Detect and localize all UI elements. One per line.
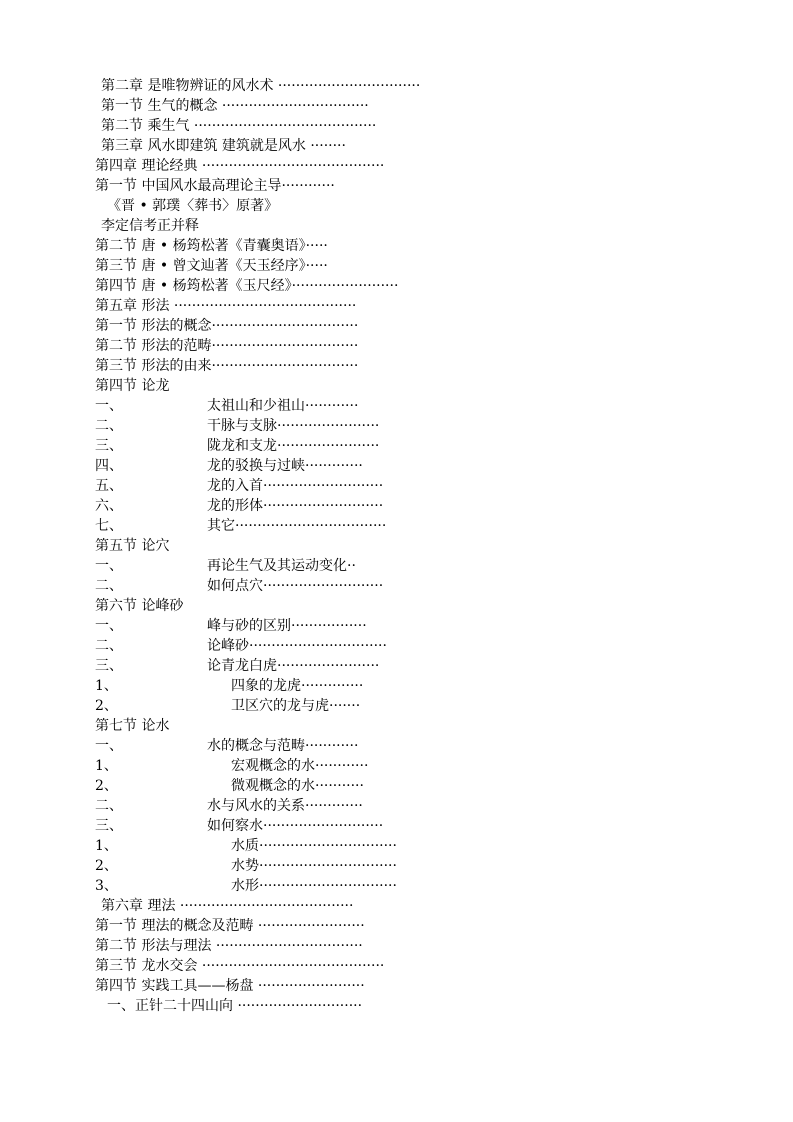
toc-entry xyxy=(0,516,793,536)
toc-entry-text: 如何点穴··························· xyxy=(207,578,384,594)
toc-entry-text: 第二节 唐 • 杨筠松著《青囊奥语》····· xyxy=(95,238,328,254)
toc-entry xyxy=(0,216,793,236)
toc-entry xyxy=(0,336,793,356)
toc-entry-text: 水与风水的关系············· xyxy=(207,798,363,814)
toc-entry xyxy=(0,396,793,416)
toc-entry-text: 龙的形体··························· xyxy=(207,498,384,514)
toc-entry xyxy=(0,436,793,456)
toc-entry-text: 第七节 论水 xyxy=(95,718,170,734)
toc-entry-text: 水质······························· xyxy=(231,838,397,854)
toc-entry xyxy=(0,416,793,436)
toc-entry xyxy=(0,776,793,796)
toc-entry-text: 第四章 理论经典 ········································· xyxy=(95,158,385,174)
toc-entry-number: 1、 xyxy=(95,838,118,854)
toc-entry-text: 水的概念与范畴············ xyxy=(207,738,359,754)
toc-entry-text: 第五节 论穴 xyxy=(95,538,170,554)
toc-entry xyxy=(0,676,793,696)
toc-entry xyxy=(0,276,793,296)
toc-entry-number: 3、 xyxy=(95,878,118,894)
toc-entry-text: 第三章 风水即建筑 建筑就是风水 ········ xyxy=(101,138,346,154)
toc-entry-text: 第一节 理法的概念及范畴 ························ xyxy=(95,918,365,934)
toc-entry-text: 太祖山和少祖山············ xyxy=(207,398,359,414)
toc-entry-number: 七、 xyxy=(95,518,123,534)
toc-entry xyxy=(0,176,793,196)
toc-entry xyxy=(0,956,793,976)
toc-entry xyxy=(0,76,793,96)
toc-entry xyxy=(0,896,793,916)
toc-entry-number: 1、 xyxy=(95,678,118,694)
toc-entry-text: 四象的龙虎·············· xyxy=(231,678,364,694)
toc-entry-number: 一、 xyxy=(95,398,123,414)
toc-entry-text: 龙的驳换与过峡············· xyxy=(207,458,363,474)
toc-entry-text: 李定信考正并释 xyxy=(101,218,199,234)
toc-entry-number: 二、 xyxy=(95,798,123,814)
toc-entry xyxy=(0,156,793,176)
toc-entry-text: 第四节 实践工具——杨盘 ························ xyxy=(95,978,365,994)
toc-entry-number: 三、 xyxy=(95,658,123,674)
toc-entry-text: 第五章 形法 ········································· xyxy=(95,298,357,314)
toc-entry-number: 2、 xyxy=(95,698,118,714)
toc-entry-text: 水势······························· xyxy=(231,858,397,874)
toc-entry xyxy=(0,836,793,856)
toc-entry-text: 论青龙白虎······················· xyxy=(207,658,380,674)
toc-entry xyxy=(0,476,793,496)
toc-entry xyxy=(0,976,793,996)
toc-entry xyxy=(0,616,793,636)
toc-entry-text: 第四节 唐 • 杨筠松著《玉尺经》························ xyxy=(95,278,399,294)
toc-entry-text: 一、正针二十四山向 ···························· xyxy=(107,998,363,1014)
toc-entry xyxy=(0,696,793,716)
toc-entry-number: 四、 xyxy=(95,458,123,474)
toc-entry-text: 第二节 形法的范畴································· xyxy=(95,338,359,354)
toc-entry xyxy=(0,196,793,216)
toc-entry xyxy=(0,496,793,516)
toc-entry-number: 1、 xyxy=(95,758,118,774)
toc-entry xyxy=(0,236,793,256)
toc-entry xyxy=(0,316,793,336)
toc-entry-text: 干脉与支脉······················· xyxy=(207,418,380,434)
toc-entry xyxy=(0,656,793,676)
toc-entry-text: 第一节 形法的概念································· xyxy=(95,318,359,334)
toc-entry-text: 如何察水··························· xyxy=(207,818,384,834)
toc-entry xyxy=(0,876,793,896)
toc-entry-text: 宏观概念的水············ xyxy=(231,758,369,774)
toc-entry-number: 二、 xyxy=(95,578,123,594)
toc-entry xyxy=(0,996,793,1016)
toc-entry xyxy=(0,536,793,556)
toc-entry xyxy=(0,96,793,116)
toc-entry-text: 第六节 论峰砂 xyxy=(95,598,184,614)
toc-entry-text: 龙的入首··························· xyxy=(207,478,384,494)
toc-entry-text: 卫区穴的龙与虎······· xyxy=(231,698,361,714)
toc-entry xyxy=(0,756,793,776)
toc-entry-text: 陇龙和支龙······················· xyxy=(207,438,380,454)
toc-entry xyxy=(0,136,793,156)
toc-entry xyxy=(0,636,793,656)
toc-entry-text: 第四节 论龙 xyxy=(95,378,170,394)
toc-entry xyxy=(0,356,793,376)
toc-entry-text: 水形······························· xyxy=(231,878,397,894)
toc-entry-text: 《晋 • 郭璞〈葬书〉原著》 xyxy=(107,198,279,214)
toc-entry-text: 峰与砂的区别················· xyxy=(207,618,367,634)
toc-entry xyxy=(0,936,793,956)
toc-entry-text: 其它·································· xyxy=(207,518,387,534)
toc-entry xyxy=(0,916,793,936)
toc-entry-number: 一、 xyxy=(95,558,123,574)
toc-entry-text: 第三节 龙水交会 ········································· xyxy=(95,958,385,974)
toc-entry xyxy=(0,376,793,396)
toc-entry-text: 论峰砂······························· xyxy=(207,638,387,654)
toc-entry-text: 第三节 唐 • 曾文辿著《天玉经序》····· xyxy=(95,258,328,274)
toc-entry-number: 三、 xyxy=(95,438,123,454)
toc-entry-number: 一、 xyxy=(95,738,123,754)
toc-entry-text: 微观概念的水··········· xyxy=(231,778,364,794)
toc-entry-text: 第二章 是唯物辨证的风水术 ································ xyxy=(101,78,421,94)
toc-entry-number: 六、 xyxy=(95,498,123,514)
toc-entry xyxy=(0,736,793,756)
toc-entry xyxy=(0,256,793,276)
toc-entry-number: 二、 xyxy=(95,418,123,434)
toc-entry xyxy=(0,816,793,836)
toc-entry-number: 二、 xyxy=(95,638,123,654)
toc-entry-text: 第二节 形法与理法 ································· xyxy=(95,938,363,954)
toc-entry xyxy=(0,796,793,816)
toc-entry xyxy=(0,296,793,316)
toc-entry xyxy=(0,596,793,616)
toc-entry-number: 三、 xyxy=(95,818,123,834)
toc-entry-text: 再论生气及其运动变化·· xyxy=(207,558,356,574)
toc-entry xyxy=(0,556,793,576)
toc-entry-number: 五、 xyxy=(95,478,123,494)
toc-entry xyxy=(0,856,793,876)
toc-entry xyxy=(0,576,793,596)
toc-entry-text: 第二节 乘生气 ········································· xyxy=(101,118,377,134)
toc-entry-number: 2、 xyxy=(95,778,118,794)
toc-entry-text: 第一节 生气的概念 ································· xyxy=(101,98,369,114)
toc-entry xyxy=(0,716,793,736)
toc-entry-number: 2、 xyxy=(95,858,118,874)
toc-entry-text: 第一节 中国风水最高理论主导············ xyxy=(95,178,335,194)
toc-entry-text: 第三节 形法的由来································· xyxy=(95,358,359,374)
toc-entry-number: 一、 xyxy=(95,618,123,634)
toc-entry xyxy=(0,116,793,136)
toc-entry-text: 第六章 理法 ······································· xyxy=(101,898,354,914)
toc-entry xyxy=(0,456,793,476)
